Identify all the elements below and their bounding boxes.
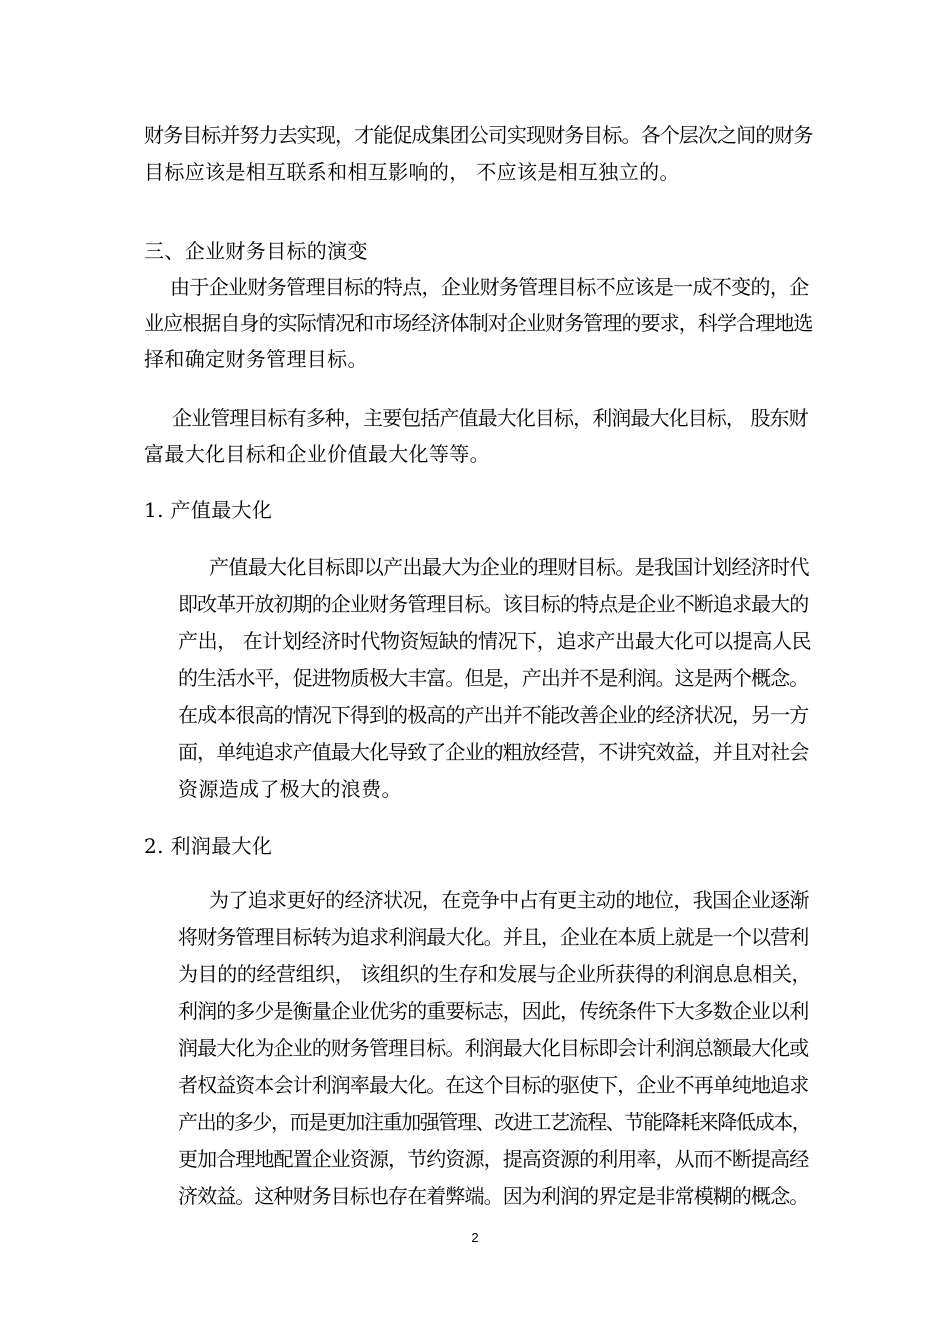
- subsection-heading: 2. 利润最大化: [144, 834, 273, 858]
- body-text-line: 产值最大化目标即以产出最大为企业的理财目标。是我国计划经济时代: [209, 555, 809, 579]
- body-text-line: 利润的多少是衡量企业优劣的重要标志，因此，传统条件下大多数企业以利: [178, 999, 809, 1023]
- body-text-line: 将财务管理目标转为追求利润最大化。并且，企业在本质上就是一个以营利: [178, 925, 809, 949]
- body-text-line: 即改革开放初期的企业财务管理目标。该目标的特点是企业不断追求最大的: [178, 592, 809, 616]
- body-text-line: 产出的多少，而是更加注重加强管理、改进工艺流程、节能降耗来降低成本，: [178, 1110, 811, 1134]
- body-text-line: 更加合理地配置企业资源，节约资源，提高资源的利用率，从而不断提高经: [178, 1147, 809, 1171]
- body-text-line: 在成本很高的情况下得到的极高的产出并不能改善企业的经济状况，另一方: [178, 703, 809, 727]
- body-text-line: 企业管理目标有多种，主要包括产值最大化目标，利润最大化目标， 股东财: [172, 406, 808, 430]
- body-text-line: 目标应该是相互联系和相互影响的， 不应该是相互独立的。: [144, 160, 680, 184]
- body-text-line: 产出， 在计划经济时代物资短缺的情况下，追求产出最大化可以提高人民: [178, 629, 812, 653]
- body-text-line: 者权益资本会计利润率最大化。在这个目标的驱使下，企业不再单纯地追求: [178, 1073, 809, 1097]
- body-text-line: 润最大化为企业的财务管理目标。利润最大化目标即会计利润总额最大化或: [178, 1036, 809, 1060]
- body-text-line: 财务目标并努力去实现，才能促成集团公司实现财务目标。各个层次之间的财务: [144, 123, 813, 147]
- body-text-line: 面，单纯追求产值最大化导致了企业的粗放经营，不讲究效益，并且对社会: [178, 740, 809, 764]
- page-number: 2: [471, 1230, 479, 1245]
- body-text-line: 的生活水平，促进物质极大丰富。但是，产出并不是利润。这是两个概念。: [178, 666, 809, 690]
- body-text-line: 济效益。这种财务目标也存在着弊端。因为利润的界定是非常模糊的概念。: [178, 1184, 809, 1208]
- body-text-line: 业应根据自身的实际情况和市场经济体制对企业财务管理的要求，科学合理地选: [144, 311, 813, 335]
- body-text-line: 由于企业财务管理目标的特点，企业财务管理目标不应该是一成不变的，企: [170, 275, 809, 299]
- body-text-line: 资源造成了极大的浪费。: [178, 777, 402, 801]
- body-text-line: 富最大化目标和企业价值最大化等等。: [144, 442, 490, 466]
- body-text-line: 为目的的经营组织， 该组织的生存和发展与企业所获得的利润息息相关，: [178, 962, 812, 986]
- body-text-line: 为了追求更好的经济状况，在竞争中占有更主动的地位，我国企业逐渐: [209, 888, 809, 912]
- body-text-line: 择和确定财务管理目标。: [144, 347, 368, 371]
- section-heading: 三、企业财务目标的演变: [144, 239, 368, 263]
- subsection-heading: 1. 产值最大化: [144, 498, 273, 522]
